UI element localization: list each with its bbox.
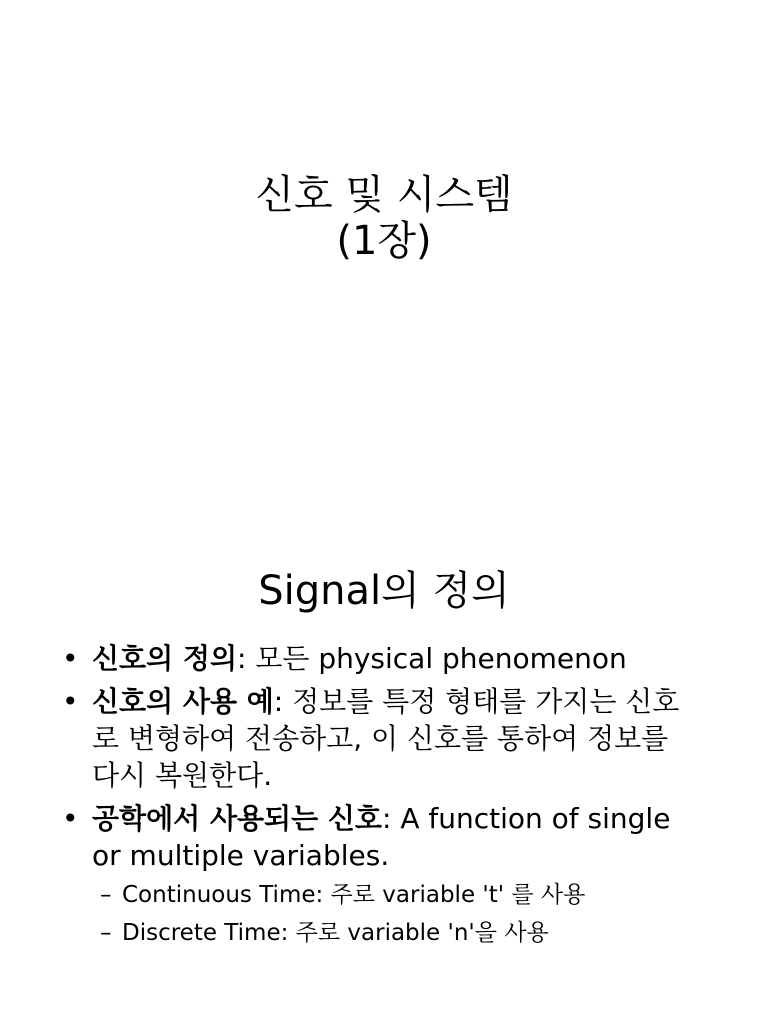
bullet-text: : 정보를 특정 형태를 가지는 신호로 변형하여 전송하고, 이 신호를 통하여 정보를 다시 복원한다.	[92, 685, 680, 792]
dash-icon: –	[100, 882, 112, 908]
slide-title	[0, 172, 768, 264]
bullet-item	[62, 800, 702, 950]
slide-title-line2: (1장)	[336, 218, 432, 264]
dash-icon: –	[100, 920, 112, 946]
bullet-term: 신호의 사용 예	[92, 685, 274, 718]
bullet-icon: •	[62, 802, 79, 835]
bullet-list	[62, 640, 702, 956]
bullet-item	[62, 640, 702, 677]
bullet-term: 공학에서 사용되는 신호	[92, 802, 382, 835]
slide-title-line1: 신호 및 시스템	[255, 172, 513, 218]
sub-bullet-list	[92, 878, 702, 950]
bullet-text: : A function of single or multiple variables.	[92, 802, 671, 872]
sub-bullet-item	[100, 916, 702, 950]
section-title: Signal의 정의	[258, 568, 510, 614]
bullet-term: 신호의 정의	[92, 642, 237, 675]
bullet-icon: •	[62, 642, 79, 675]
sub-bullet-text: Continuous Time: 주로 variable 't' 를 사용	[122, 882, 586, 908]
bullet-text: : 모든 physical phenomenon	[237, 642, 627, 675]
sub-bullet-item	[100, 878, 702, 912]
bullet-icon: •	[62, 685, 79, 718]
sub-bullet-text: Discrete Time: 주로 variable 'n'을 사용	[122, 920, 549, 946]
bullet-item	[62, 683, 702, 794]
